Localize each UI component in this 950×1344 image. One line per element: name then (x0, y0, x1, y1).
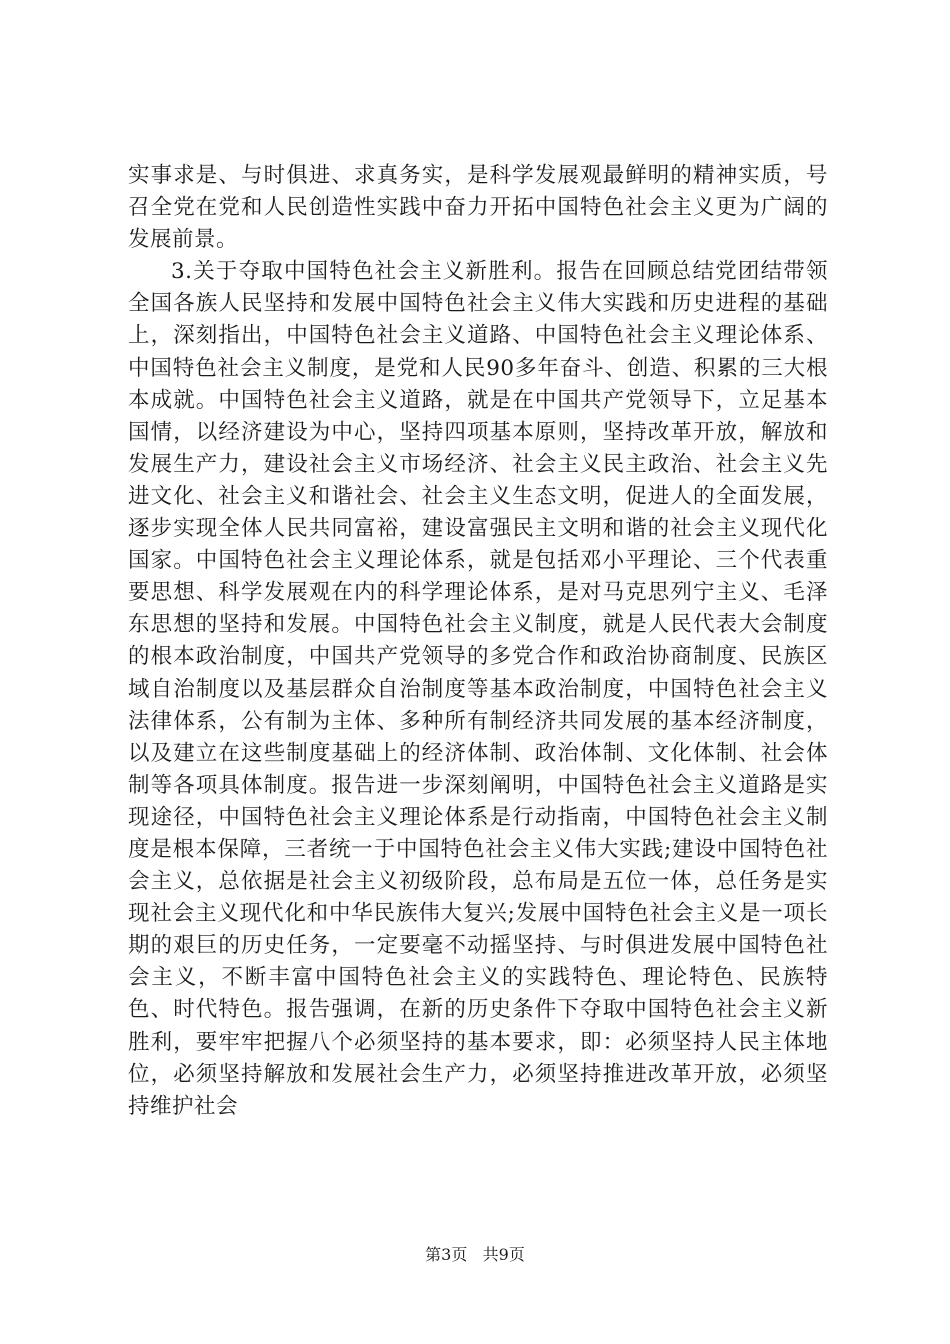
page-number: 第3页 (425, 1245, 468, 1264)
document-body (128, 160, 828, 1123)
paragraph-section-3: 3.关于夺取中国特色社会主义新胜利。报告在回顾总结党团结带领全国各族人民坚持和发展中国特色社会主义伟大实践和历史进程的基础上，深刻指出，中国特色社会主义道路、中国特色社会主义理论体系、中国特色社会主义制度，是党和人民90多年奋斗、创造、积累的三大根本成就。中国特色社会主义道路，就是在中国共产党领导下，立足基本国情，以经济建设为中心，坚持四项基本原则，坚持改革开放，解放和发展生产力，建设社会主义市场经济、社会主义民主政治、社会主义先进文化、社会主义和谐社会、社会主义生态文明，促进人的全面发展，逐步实现全体人民共同富裕，建设富强民主文明和谐的社会主义现代化国家。中国特色社会主义理论体系，就是包括邓小平理论、三个代表重要思想、科学发展观在内的科学理论体系，是对马克思列宁主义、毛泽东思想的坚持和发展。中国特色社会主义制度，就是人民代表大会制度的根本政治制度，中国共产党领导的多党合作和政治协商制度、民族区域自治制度以及基层群众自治制度等基本政治制度，中国特色社会主义法律体系，公有制为主体、多种所有制经济共同发展的基本经济制度，以及建立在这些制度基础上的经济体制、政治体制、文化体制、社会体制等各项具体制度。报告进一步深刻阐明，中国特色社会主义道路是实现途径，中国特色社会主义理论体系是行动指南，中国特色社会主义制度是根本保障，三者统一于中国特色社会主义伟大实践;建设中国特色社会主义，总依据是社会主义初级阶段，总布局是五位一体，总任务是实现社会主义现代化和中华民族伟大复兴;发展中国特色社会主义是一项长期的艰巨的历史任务，一定要毫不动摇坚持、与时俱进发展中国特色社会主义，不断丰富中国特色社会主义的实践特色、理论特色、民族特色、时代特色。报告强调，在新的历史条件下夺取中国特色社会主义新胜利，要牢牢把握八个必须坚持的基本要求，即：必须坚持人民主体地位，必须坚持解放和发展社会生产力，必须坚持推进改革开放，必须坚持维护社会 (128, 259, 828, 1119)
page-separator (472, 1245, 477, 1264)
page-footer (0, 1244, 950, 1266)
page-total: 共9页 (482, 1245, 525, 1264)
paragraph-continuation: 实事求是、与时俱进、求真务实，是科学发展观最鲜明的精神实质，号召全党在党和人民创造性实践中奋力开拓中国特色社会主义更为广阔的发展前景。 (128, 163, 828, 253)
